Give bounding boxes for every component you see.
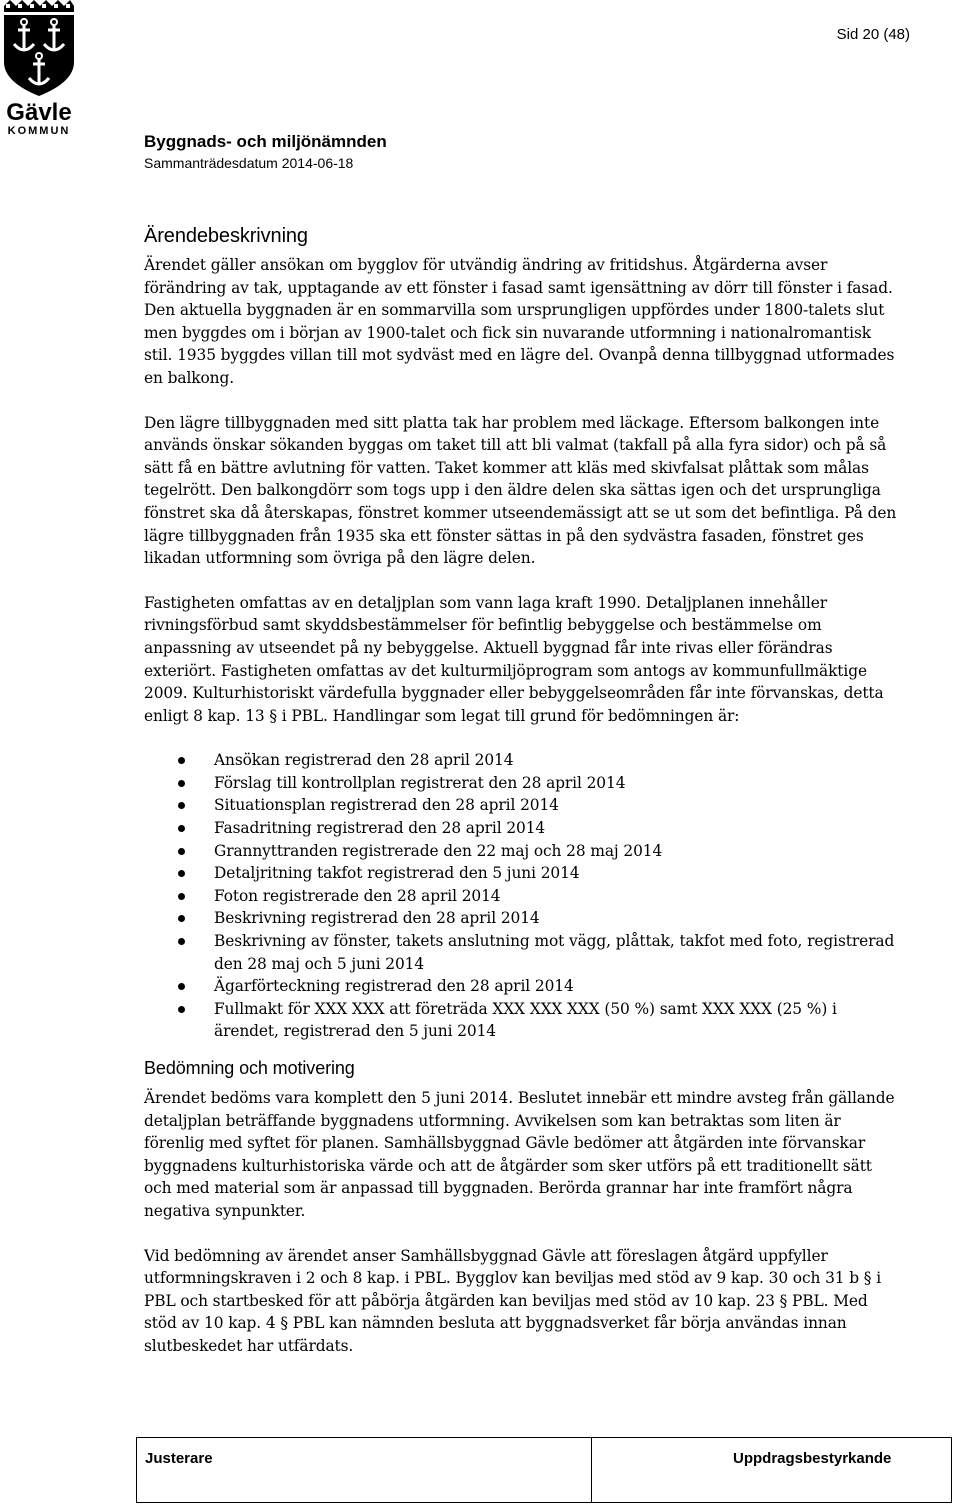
committee-name: Byggnads- och miljönämnden [144,132,387,151]
signature-footer [136,1437,952,1503]
paragraph: Ärendet bedöms vara komplett den 5 juni 2014. Beslutet innebär ett mindre avsteg från gällande detaljplan beträffande byggnadens utformning. Avvikelsen som kan betraktas som liten är förenlig med syftet för planen. Samhällsbyggnad Gävle bedömer att åtgärden inte förvanskar byggnadens kulturhistoriska värde och att de åtgärder som sker utförs på ett traditionellt sätt och med material som är anpassad till byggnaden. Berörda grannar har inte framfört några negativa synpunkter. [144,1089,895,1220]
footer-divider [591,1437,592,1503]
list-item: Detaljritning takfot registrerad den 5 juni 2014 [144,862,900,885]
svg-text:Gävle: Gävle [6,99,72,126]
bullet-icon [178,848,185,855]
section-heading-arendebeskrivning: Ärendebeskrivning [144,225,308,247]
list-item: Situationsplan registrerad den 28 april 2014 [144,794,900,817]
justerare-label: Justerare [145,1450,213,1467]
bullet-icon [178,825,185,832]
bullet-icon [178,802,185,809]
paragraph: Ärendet gäller ansökan om bygglov för utvändig ändring av fritidshus. Åtgärderna avser förändring av tak, upptagande av ett fönster i fasad samt igensättning av dörr till fönster i fasad. Den aktuella byggnaden är en sommarvilla som ursprungligen uppfördes under 1800-talets slut men byggdes om i början av 1900-talet och fick sin nuvarande utformning i nationalromantisk stil. 1935 byggdes villan till mot sydväst med en lägre del. Ovanpå denna tillbyggnad utformades en balkong. [144,256,895,387]
document-header [144,130,387,172]
list-item: Beskrivning av fönster, takets anslutning mot vägg, plåttak, takfot med foto, registrerad den 28 maj och 5 juni 2014 [144,930,900,975]
list-item: Ansökan registrerad den 28 april 2014 [144,749,900,772]
bullet-icon [178,938,185,945]
paragraph: Fastigheten omfattas av en detaljplan som vann laga kraft 1990. Detaljplanen innehåller rivningsförbud samt skyddsbestämmelser för befintlig bebyggelse och bestämmelse om anpassning av utseendet på ny bebyggelse. Aktuell byggnad får inte rivas eller förändras exteriört. Fastigheten omfattas av det kulturmiljöprogram som antogs av kommunfullmäktige 2009. Kulturhistoriskt värdefulla byggnader eller bebyggelseområden får inte förvanskas, detta enligt 8 kap. 13 § i PBL. Handlingar som legat till grund för bedömningen är: [144,593,884,725]
list-item: Ägarförteckning registrerad den 28 april 2014 [144,975,900,998]
bullet-icon [178,893,185,900]
bullet-icon [178,870,185,877]
page-number: Sid 20 (48) [836,26,910,43]
meeting-date: Sammanträdesdatum 2014-06-18 [144,155,354,171]
list-item: Fullmakt för XXX XXX att företräda XXX XXX XXX (50 %) samt XXX XXX (25 %) i ärendet, registrerad den 5 juni 2014 [144,998,900,1043]
list-item: Fasadritning registrerad den 28 april 2014 [144,817,900,840]
document-list [144,749,900,1043]
document-body [144,222,900,1358]
list-item: Förslag till kontrollplan registrerat den 28 april 2014 [144,772,900,795]
list-item: Foton registrerade den 28 april 2014 [144,885,900,908]
bullet-icon [178,757,185,764]
bullet-icon [178,983,185,990]
paragraph: Den lägre tillbyggnaden med sitt platta tak har problem med läckage. Eftersom balkongen inte används önskar sökanden byggas om taket till att bli valmat (takfall på alla fyra sidor) och på så sätt få en bättre avlutning för vatten. Taket kommer att kläs med skivfalsat plåttak som målas tegelrött. Den balkongdörr som togs upp i den äldre delen ska sättas igen och det ursprungliga fönstret ska då återskapas, fönstret kommer utseendemässigt att se ut som det befintliga. På den lägre tillbyggnaden från 1935 ska ett fönster sättas in på den sydvästra fasaden, fönstret ges likadan utformning som övriga på den lägre delen. [144,413,897,568]
list-item: Beskrivning registrerad den 28 april 2014 [144,907,900,930]
gavle-kommun-logo [0,0,78,136]
paragraph: Vid bedömning av ärendet anser Samhällsbyggnad Gävle att föreslagen åtgärd uppfyller utformningskraven i 2 och 8 kap. i PBL. Bygglov kan beviljas med stöd av 9 kap. 30 och 31 b § i PBL och startbesked för att påbörja åtgärden kan beviljas med stöd av 10 kap. 23 § PBL. Med stöd av 10 kap. 4 § PBL kan nämnden besluta att byggnadsverket får börja användas innan slutbeskedet har utfärdats. [144,1246,882,1355]
uppdragsbestyrkande-label: Uppdragsbestyrkande [733,1450,892,1467]
section-heading-bedomning: Bedömning och motivering [144,1058,355,1078]
bullet-icon [178,1006,185,1013]
bullet-icon [178,915,185,922]
svg-text:KOMMUN: KOMMUN [7,125,71,136]
bullet-icon [178,780,185,787]
list-item: Grannyttranden registrerade den 22 maj och 28 maj 2014 [144,840,900,863]
